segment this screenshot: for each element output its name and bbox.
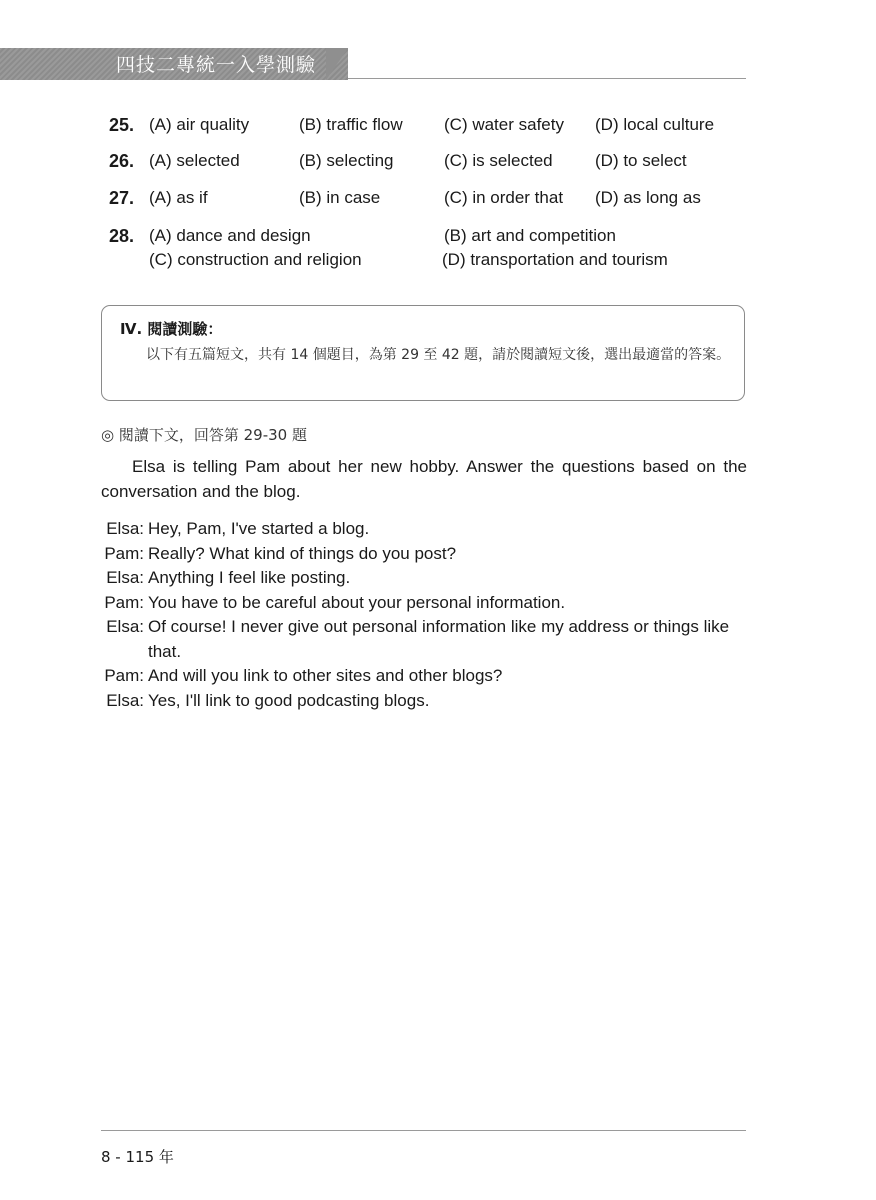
question-number: 26.	[109, 151, 135, 171]
passage-text: Elsa is telling Pam about her new hobby. Answer the questions based on the conversation and the blog.	[101, 457, 747, 501]
speaker: Elsa:	[106, 690, 144, 710]
option-c: (C) in order that	[444, 188, 564, 207]
option-d: (D) local culture	[595, 115, 715, 134]
speaker: Elsa:	[106, 617, 144, 636]
utterance: You have to be careful about your personal information.	[148, 592, 566, 612]
dialog-line	[101, 664, 747, 689]
section-instructions: 以下有五篇短文，共有 14 個題目，為第 29 至 42 題，請於閱讀短文後，選出最適當的答案。	[146, 347, 731, 363]
dialog-line	[101, 591, 747, 616]
question-row	[109, 113, 749, 137]
utterance: Of course! I never give out personal information like my address or things like that.	[148, 617, 730, 661]
speaker: Elsa:	[106, 568, 144, 587]
option-b: (B) in case	[299, 188, 381, 207]
dialog-line	[101, 615, 747, 664]
option-b: (B) art and competition	[444, 226, 616, 245]
option-a: (A) selected	[149, 151, 240, 170]
question-number: 25.	[109, 115, 135, 135]
dialog-line	[101, 689, 747, 714]
dialog-line	[101, 566, 747, 591]
header-rule	[348, 78, 746, 79]
utterance: Anything I feel like posting.	[148, 568, 351, 587]
dialog-line	[101, 517, 747, 542]
passage-intro: ◎ 閱讀下文，回答第 29-30 題	[101, 426, 307, 444]
option-b: (B) traffic flow	[299, 115, 403, 134]
dialog-line	[101, 542, 747, 567]
option-c: (C) is selected	[444, 151, 553, 170]
reading-section-box	[101, 305, 745, 401]
footer-rule	[101, 1130, 746, 1131]
utterance: Hey, Pam, I've started a blog.	[148, 519, 370, 538]
option-c: (C) construction and religion	[149, 250, 362, 269]
utterance: And will you link to other sites and other blogs?	[148, 666, 503, 685]
question-row	[109, 186, 749, 210]
page-number: 8 - 115 年	[101, 1148, 174, 1166]
question-number: 27.	[109, 188, 135, 208]
option-a: (A) air quality	[149, 115, 250, 134]
option-b: (B) selecting	[299, 151, 394, 170]
option-d: (D) to select	[595, 151, 687, 170]
speaker: Elsa:	[106, 519, 144, 538]
option-a: (A) dance and design	[149, 226, 311, 245]
section-title: Ⅳ. 閱讀測驗：	[120, 320, 223, 338]
header-title: 四技二專統一入學測驗	[116, 54, 317, 76]
utterance: Yes, I'll link to good podcasting blogs.	[148, 690, 430, 710]
question-number: 28.	[109, 226, 135, 246]
utterance: Really? What kind of things do you post?	[148, 543, 457, 563]
speaker: Pam:	[104, 592, 144, 612]
speaker: Pam:	[104, 666, 144, 685]
question-row	[109, 224, 749, 272]
option-a: (A) as if	[149, 188, 208, 207]
option-c: (C) water safety	[444, 115, 564, 134]
option-d: (D) as long as	[595, 188, 701, 207]
header-band-slant	[326, 48, 348, 80]
option-d: (D) transportation and tourism	[442, 250, 668, 269]
question-row	[109, 149, 749, 173]
speaker: Pam:	[104, 543, 144, 563]
